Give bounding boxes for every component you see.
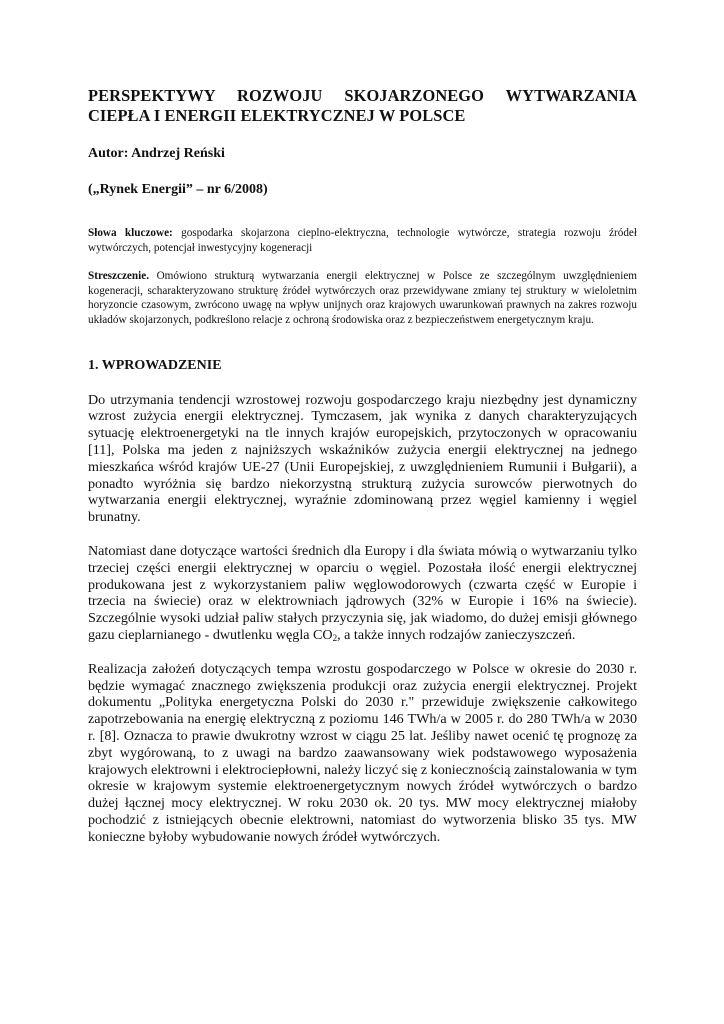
keywords-label: Słowa kluczowe: [88, 227, 173, 239]
abstract-block [88, 269, 637, 327]
keywords-text: gospodarka skojarzona cieplno-elektryczna, technologie wytwórcze, strategia rozwoju źródeł wytwórczych, potencjał inwestycyjny kogeneracji [88, 227, 637, 254]
abstract-text: Omówiono strukturą wytwarzania energii elektrycznej w Polsce ze szczególnym uwzględnieniem kogeneracji, scharakteryzowano strukturę źródeł wytwórczych oraz przewidywane zmiany tej struktury w wieloletnim horyzoncie czasowym, zwrócono uwagę na wpływ unijnych oraz krajowych uwarunkowań prawnych na zakres rozwoju układów skojarzonych, podkreślono relacje z ochroną środowiska oraz z bezpieczeństwem energetycznym kraju. [88, 270, 638, 326]
section-heading-introduction: 1. WPROWADZENIE [88, 357, 222, 373]
document-page [88, 86, 637, 860]
body-paragraph-2-tail: , a także innych rodzajów zanieczyszczeń. [337, 626, 576, 643]
document-title-line-2: CIEPŁA I ENERGII ELEKTRYCZNEJ W POLSCE [88, 106, 466, 125]
keywords-block [88, 226, 637, 255]
body-paragraph-1: Do utrzymania tendencji wzrostowej rozwoju gospodarczego kraju niezbędny jest dynamiczny wzrost zużycia energii elektrycznej. Tymczasem, jak wynika z danych charakteryzujących sytuację elektroenergetyki na tle innych krajów europejskich, przytoczonych w opracowaniu [11], Polska ma jeden z najniższych wskaźników zużycia energii elektrycznej na jednego mieszkańca wśród krajów UE-27 (Unii Europejskiej, z uwzględnieniem Rumunii i Bułgarii), a ponadto wyróżnia się bardzo niekorzystną strukturą zużycia surowców pierwotnych do wytwarzania energii elektrycznej, wyraźnie zdominowaną przez węgiel kamienny i węgiel brunatny. [88, 391, 637, 526]
document-title-line-1: PERSPEKTYWY ROZWOJU SKOJARZONEGO WYTWARZANIA [88, 86, 637, 105]
body-paragraph-2 [88, 543, 637, 644]
abstract-label: Streszczenie. [88, 270, 149, 283]
author-line: Autor: Andrzej Reński [88, 146, 225, 161]
co2-subscript: 2 [332, 632, 338, 643]
body-paragraph-3: Realizacja założeń dotyczących tempa wzrostu gospodarczego w Polsce w okresie do 2030 r. będzie wymagać znacznego zwiększenia produkcji oraz zużycia energii elektrycznej. Projekt dokumentu „Polityka energetyczna Polski do 2030 r." przewiduje zwiększenie całkowitego zapotrzebowania na energię elektryczną z poziomu 146 TWh/a w 2005 r. do 280 TWh/a w 2030 r. [8]. Oznacza to prawie dwukrotny wzrost w ciągu 25 lat. Jeśliby nawet ocenić tę prognozę za zbyt wygórowaną, to z uwagi na bardzo zaawansowany wiek podstawowego wyposażenia krajowych elektrowni i elektrociepłowni, należy liczyć się z koniecznością zainstalowania w tym okresie w krajowym systemie elektroenergetycznym nowych źródeł wytwórczych o bardzo dużej łącznej mocy elektrycznej. W roku 2030 ok. 20 tys. MW mocy elektrycznej miałoby pochodzić z istniejących obecnie elektrowni, natomiast do wytworzenia blisko 35 tys. MW konieczne byłoby wybudowanie nowych źródeł wytwórczych. [88, 660, 637, 845]
body-paragraph-2-text: Natomiast dane dotyczące wartości średnich dla Europy i dla świata mówią o wytwarzaniu tylko trzeciej części energii elektrycznej w oparciu o węgiel. Pozostała ilość energii elektrycznej produkowana jest z wykorzystaniem paliw węglowodorowych (czwarta część w Europie i trzecia na świecie) oraz w elektrowniach jądrowych (32% w Europie i 16% na świecie). Szczególnie wysoki udział paliw stałych przyczynia się, jak wiadomo, do dużej emisji głównego gazu cieplarnianego - dwutlenku węgla CO [88, 542, 637, 643]
document-title [88, 86, 637, 126]
journal-reference: („Rynek Energii” – nr 6/2008) [88, 182, 268, 197]
